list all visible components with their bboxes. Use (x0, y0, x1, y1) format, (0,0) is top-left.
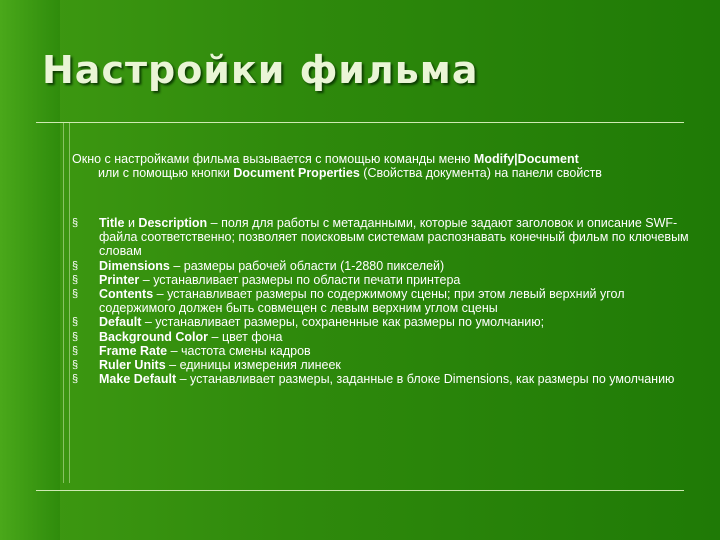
intro-menu-command: Modify|Document (473, 152, 579, 166)
bullet-icon: § (72, 316, 79, 329)
list-item (72, 344, 696, 358)
item-description: – частота смены кадров (167, 343, 311, 358)
bullet-icon: § (72, 330, 79, 343)
bullet-icon: § (72, 259, 79, 272)
intro-button-name: Document Properties (233, 166, 360, 180)
item-description: – размеры рабочей области (1-2880 пикселей) (169, 258, 445, 273)
item-description: – устанавливает размеры по содержимому сцены; при этом левый верхний угол содержимого должен быть совмещен с левым верхним углом сцены (99, 287, 625, 316)
item-description: – устанавливает размеры, заданные в блоке Dimensions, как размеры по умолчанию (176, 372, 675, 387)
list-item (72, 315, 696, 329)
list-item (72, 372, 696, 386)
title-divider (36, 122, 684, 123)
intro-text: или с помощью кнопки (98, 166, 234, 180)
decorative-vertical-line (69, 123, 70, 483)
bullet-icon: § (72, 359, 79, 372)
item-term: Make Default (99, 372, 177, 387)
item-description: – единицы измерения линеек (165, 358, 341, 373)
item-description: – поля для работы с метаданными, которые задают заголовок и описание SWF-файла соответственно; позволяет поисковым системам распознавать конечный фильм по ключевым словам (99, 216, 689, 259)
bottom-divider (36, 490, 684, 491)
item-term: Frame Rate (99, 343, 168, 358)
settings-list (72, 216, 696, 386)
decorative-vertical-line (63, 123, 64, 483)
list-item (72, 216, 696, 259)
intro-text: Окно с настройками фильма вызывается с помощью команды меню (72, 152, 474, 166)
bullet-icon: § (72, 344, 79, 357)
item-description: – устанавливает размеры по области печати принтера (139, 272, 461, 287)
bullet-icon: § (72, 373, 79, 386)
list-item (72, 259, 696, 273)
item-description: – цвет фона (208, 329, 283, 344)
item-term: Contents (99, 287, 154, 302)
item-term: Dimensions (99, 258, 170, 273)
item-term: Description (138, 216, 208, 230)
list-item (72, 287, 696, 315)
item-term: Ruler Units (99, 358, 166, 373)
item-term: Printer (99, 272, 140, 287)
item-description: – устанавливает размеры, сохраненные как размеры по умолчанию; (141, 315, 545, 330)
bullet-icon: § (72, 288, 79, 301)
intro-text: (Свойства документа) на панели свойств (359, 166, 602, 180)
bullet-icon: § (72, 273, 79, 286)
item-joiner: и (124, 216, 139, 230)
slide-title: Настройки фильма (42, 48, 479, 92)
item-term: Background Color (99, 329, 209, 344)
list-item (72, 358, 696, 372)
intro-paragraph (72, 152, 692, 180)
intro-continuation (72, 166, 692, 180)
list-item (72, 330, 696, 344)
item-term: Title (99, 216, 125, 230)
bullet-icon: § (72, 217, 79, 229)
list-item (72, 273, 696, 287)
item-term: Default (99, 315, 142, 330)
